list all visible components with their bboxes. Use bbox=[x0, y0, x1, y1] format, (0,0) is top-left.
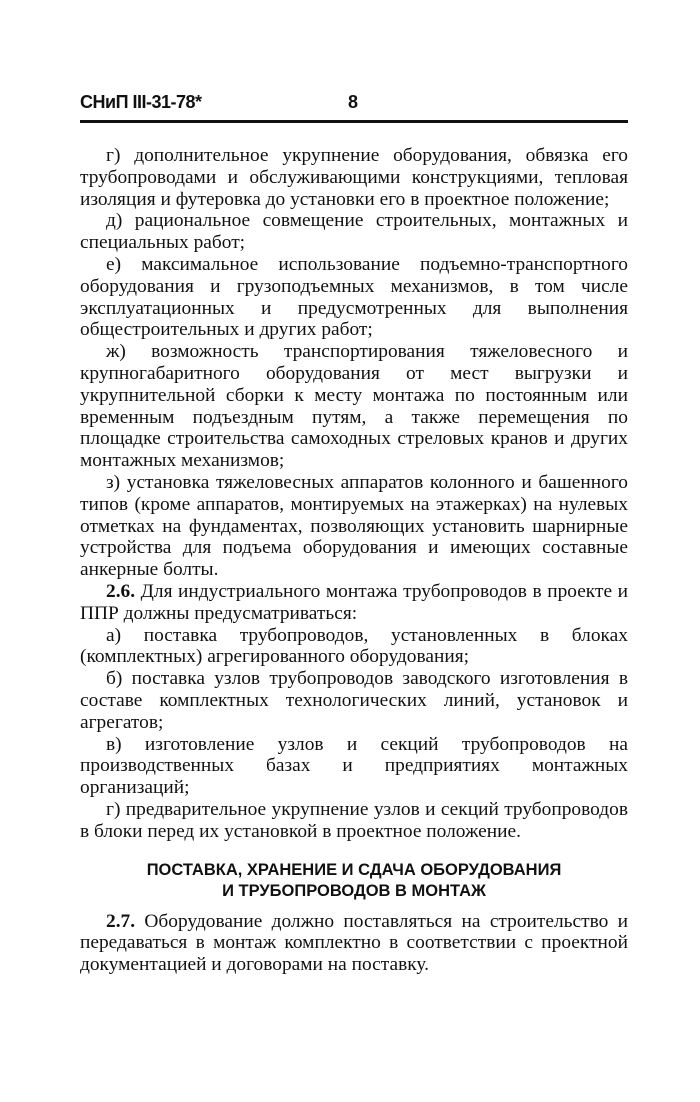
section-heading bbox=[80, 860, 628, 902]
clause-2-6-item-a: а) поставка трубопроводов, установленных в блоках (комплектных) агрегированного оборудования; bbox=[80, 624, 628, 668]
header-rule bbox=[80, 120, 628, 123]
clause-2-6 bbox=[80, 581, 628, 625]
paragraph-item-e: е) максимальное использование подъемно-транспортного оборудования и грузоподъемных механизмов, в том числе эксплуатационных и предусмотренных для выполнения общестроительных и других работ; bbox=[80, 253, 628, 341]
clause-2-6-item-v: в) изготовление узлов и секций трубопроводов на производственных базах и предприятиях монтажных организаций; bbox=[80, 733, 628, 799]
page-number: 8 bbox=[348, 92, 359, 112]
section-heading-line-1: ПОСТАВКА, ХРАНЕНИЕ И СДАЧА ОБОРУДОВАНИЯ bbox=[146, 860, 562, 879]
paragraph-item-d: д) рациональное совмещение строительных, монтажных и специальных работ; bbox=[80, 210, 628, 254]
clause-2-6-text: Для индустриального монтажа трубопроводов в проекте и ППР должны предусматриваться: bbox=[80, 580, 628, 624]
paragraph-item-g: г) дополнительное укрупнение оборудования, обвязка его трубопроводами и обслуживающими конструкциями, тепловая изоляция и футеровка до установки его в проектное положение; bbox=[80, 145, 628, 210]
page-header bbox=[80, 90, 628, 118]
clause-2-7-text: Оборудование должно поставляться на строительство и передаваться в монтаж комплектно в соответствии с проектной документацией и договорами на поставку. bbox=[80, 910, 628, 976]
paragraph-item-z: з) установка тяжеловесных аппаратов колонного и башенного типов (кроме аппаратов, монтируемых на этажерках) на нулевых отметках на фундаментах, позволяющих установить шарнирные устройства для подъема оборудования и имеющих составные анкерные болты. bbox=[80, 471, 628, 581]
clause-2-6-item-b: б) поставка узлов трубопроводов заводского изготовления в составе комплектных технологических линий, установок и агрегатов; bbox=[80, 668, 628, 733]
clause-2-6-number: 2.6. bbox=[106, 580, 136, 602]
clause-2-7 bbox=[80, 911, 628, 976]
section-heading-line-2: И ТРУБОПРОВОДОВ В МОНТАЖ bbox=[222, 881, 486, 900]
document-page bbox=[80, 90, 628, 976]
document-code: СНиП III-31-78* bbox=[80, 92, 202, 112]
clause-2-6-item-g: г) предварительное укрупнение узлов и секций трубопроводов в блоки перед их установкой в проектное положение. bbox=[80, 798, 628, 842]
clause-2-7-number: 2.7. bbox=[106, 910, 136, 932]
paragraph-item-zh: ж) возможность транспортирования тяжеловесного и крупногабаритного оборудования от мест выгрузки и укрупнительной сборки к месту монтажа по постоянным или временным подъездным путям, а также перемещения по площадке строительства самоходных стреловых кранов и других монтажных механизмов; bbox=[80, 341, 628, 472]
